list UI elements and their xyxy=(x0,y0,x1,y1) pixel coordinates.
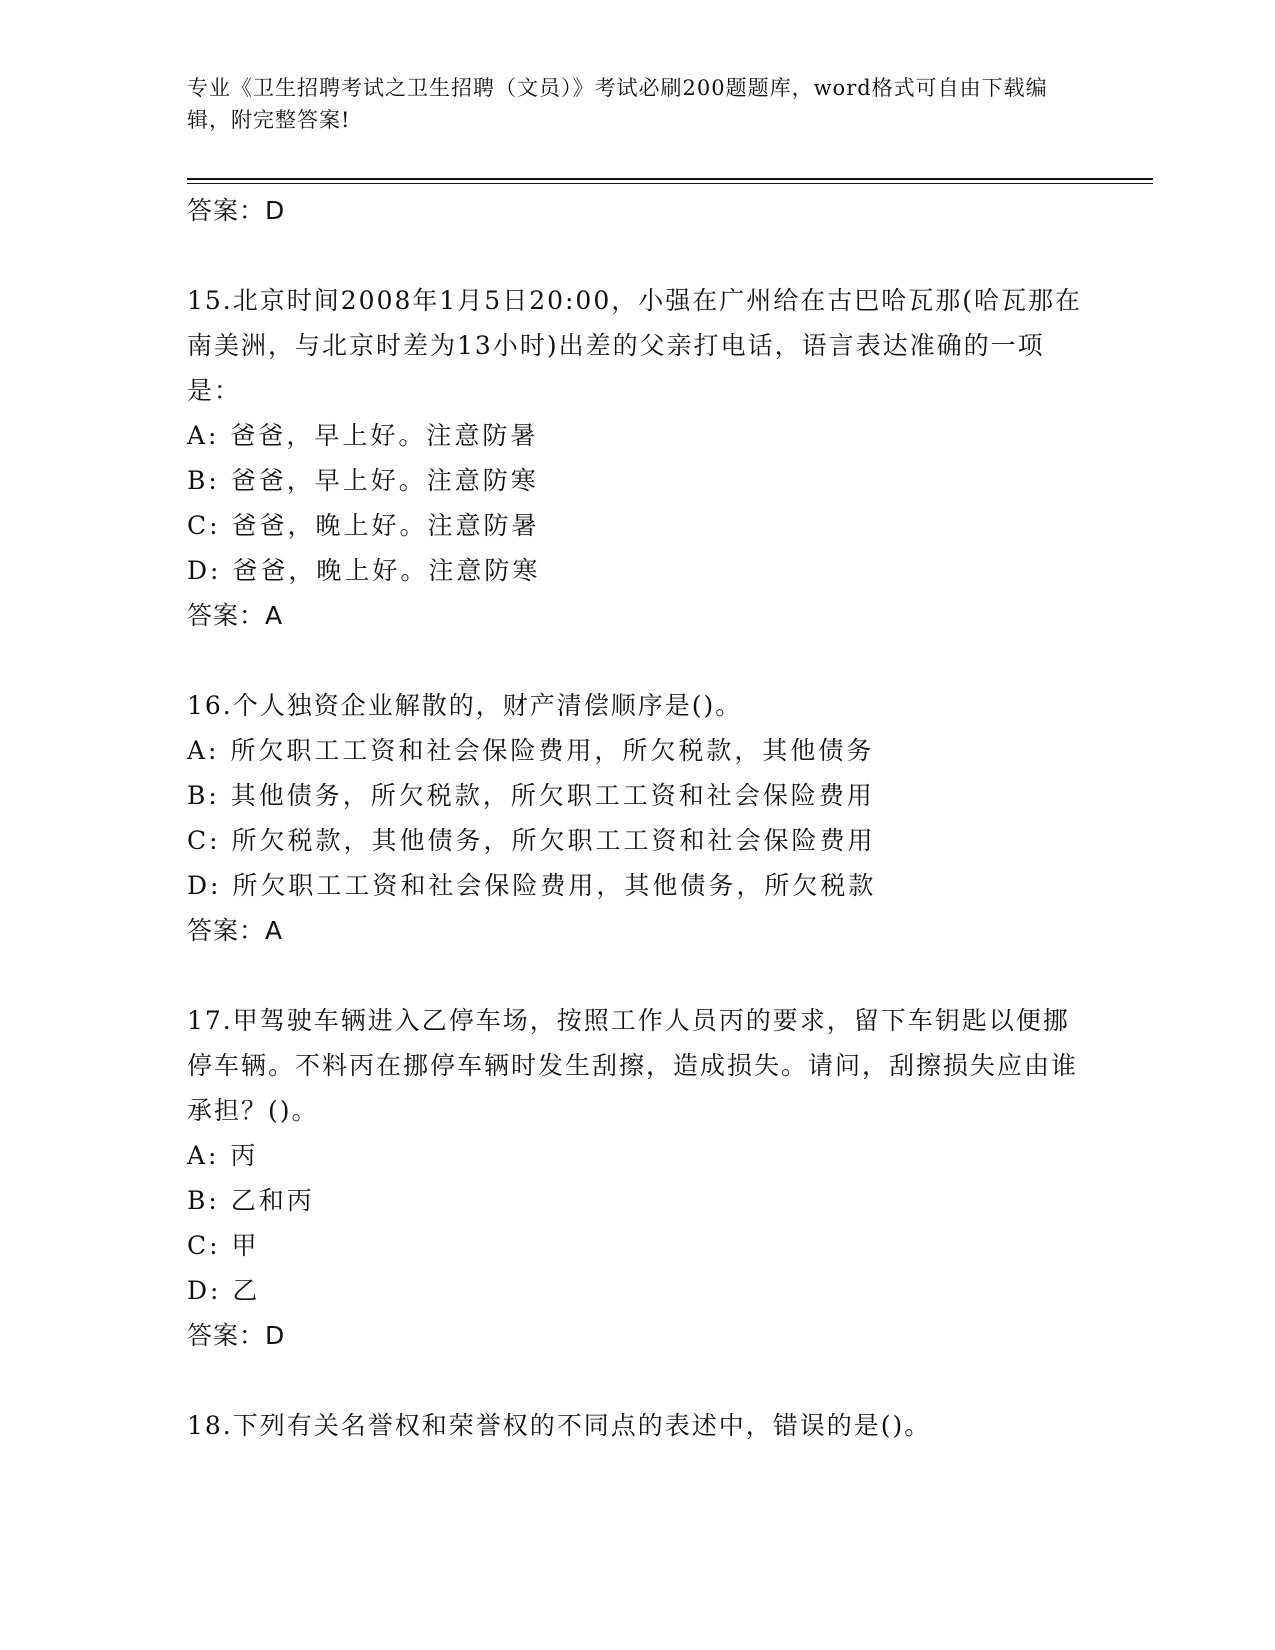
answer-line: 答案：A xyxy=(187,916,284,945)
question-17 xyxy=(187,998,1087,1358)
option-d: D: 乙 xyxy=(187,1276,261,1305)
header-divider-thin xyxy=(187,183,1153,184)
question-stem: 15.北京时间2008年1月5日20:00，小强在广州给在古巴哈瓦那(哈瓦那在南美洲，与北京时差为13小时)出差的父亲打电话，语言表达准确的一项是： xyxy=(187,286,1082,405)
option-b: B: 爸爸，早上好。注意防寒 xyxy=(187,466,539,495)
option-b: B: 其他债务，所欠税款，所欠职工工资和社会保险费用 xyxy=(187,781,875,810)
spacer xyxy=(187,1358,1087,1403)
question-15 xyxy=(187,278,1087,638)
option-c: C: 爸爸，晚上好。注意防暑 xyxy=(187,511,540,540)
spacer xyxy=(187,233,1087,278)
question-18 xyxy=(187,1403,1087,1448)
question-stem: 18.下列有关名誉权和荣誉权的不同点的表述中，错误的是()。 xyxy=(187,1411,932,1440)
question-stem: 17.甲驾驶车辆进入乙停车场，按照工作人员丙的要求，留下车钥匙以便挪停车辆。不料丙在挪停车辆时发生刮擦，造成损失。请问，刮擦损失应由谁承担？()。 xyxy=(187,1006,1079,1125)
option-d: D: 爸爸，晚上好。注意防寒 xyxy=(187,556,541,585)
question-list xyxy=(187,188,1087,1448)
question-16 xyxy=(187,683,1087,953)
document-header xyxy=(187,72,1067,136)
header-text: 专业《卫生招聘考试之卫生招聘（文员）》考试必刷200题题库，word格式可自由下载编辑，附完整答案! xyxy=(187,76,1048,132)
option-c: C: 甲 xyxy=(187,1231,260,1260)
header-divider-thick xyxy=(187,178,1153,180)
option-a: A: 爸爸，早上好。注意防暑 xyxy=(187,421,539,450)
option-a: A: 丙 xyxy=(187,1141,259,1170)
spacer xyxy=(187,953,1087,998)
answer-line: 答案：D xyxy=(187,1321,286,1350)
option-b: B: 乙和丙 xyxy=(187,1186,315,1215)
option-a: A: 所欠职工工资和社会保险费用，所欠税款，其他债务 xyxy=(187,736,875,765)
spacer xyxy=(187,638,1087,683)
question-stem: 16.个人独资企业解散的，财产清偿顺序是()。 xyxy=(187,691,743,720)
option-d: D: 所欠职工工资和社会保险费用，其他债务，所欠税款 xyxy=(187,871,877,900)
answer-line: 答案：D xyxy=(187,196,286,225)
option-c: C: 所欠税款，其他债务，所欠职工工资和社会保险费用 xyxy=(187,826,876,855)
answer-line: 答案：A xyxy=(187,601,284,630)
